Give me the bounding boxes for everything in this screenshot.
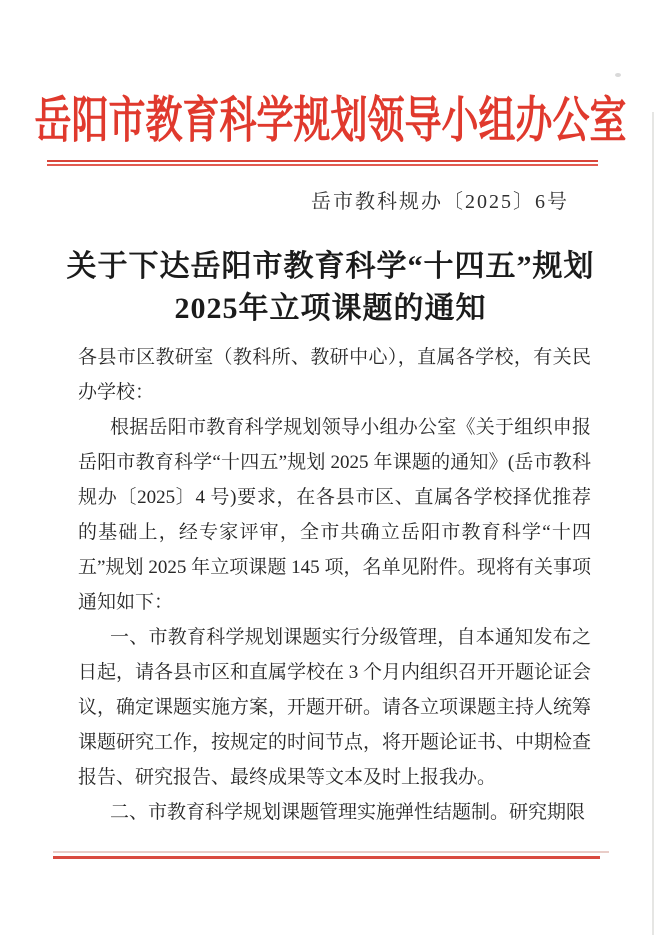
body-paragraph: 一、市教育科学规划课题实行分级管理，自本通知发布之日起，请各县市区和直属学校在 3 个月内组织召开开题论证会议，确定课题实施方案，开题开研。请各立项课题主持人统筹课题研究工作，按规定的时间节点，将开题论证书、中期检查报告、研究报告、最终成果等文本及时上报我办。	[78, 627, 592, 788]
notice-title	[0, 246, 661, 330]
notice-title-line2: 2025年立项课题的通知	[174, 292, 487, 325]
scan-artifact-speck	[615, 73, 621, 77]
letterhead-org-name-text: 岳阳市教育科学规划领导小组办公室	[34, 94, 627, 149]
bottom-rule-faint	[53, 851, 609, 853]
salutation-line: 各县市区教研室（教科所、教研中心），直属各学校，有关民办学校：	[78, 347, 591, 403]
letterhead-red-rule-upper	[47, 160, 598, 162]
letterhead-org-name	[0, 94, 661, 149]
document-number: 岳市教科规办〔2025〕6号	[311, 191, 569, 213]
body-paragraph: 根据岳阳市教育科学规划领导小组办公室《关于组织申报岳阳市教育科学“十四五”规划 2025 年课题的通知》(岳市教科规办〔2025〕4 号)要求，在各县市区、直属各学校择优推荐的基础上，经专家评审，全市共确立岳阳市教育科学“十四五”规划 2025 年立项课题 145 项，名单见附件。现将有关事项通知如下：	[78, 417, 591, 613]
scan-page-edge-shadow	[652, 112, 654, 935]
bottom-rule-red	[53, 856, 600, 859]
letterhead-red-rule-lower	[47, 164, 598, 166]
body-paragraph: 二、市教育科学规划课题管理实施弹性结题制。研究期限	[110, 802, 586, 823]
notice-body	[78, 340, 591, 830]
notice-title-line1: 关于下达岳阳市教育科学“十四五”规划	[66, 250, 595, 283]
